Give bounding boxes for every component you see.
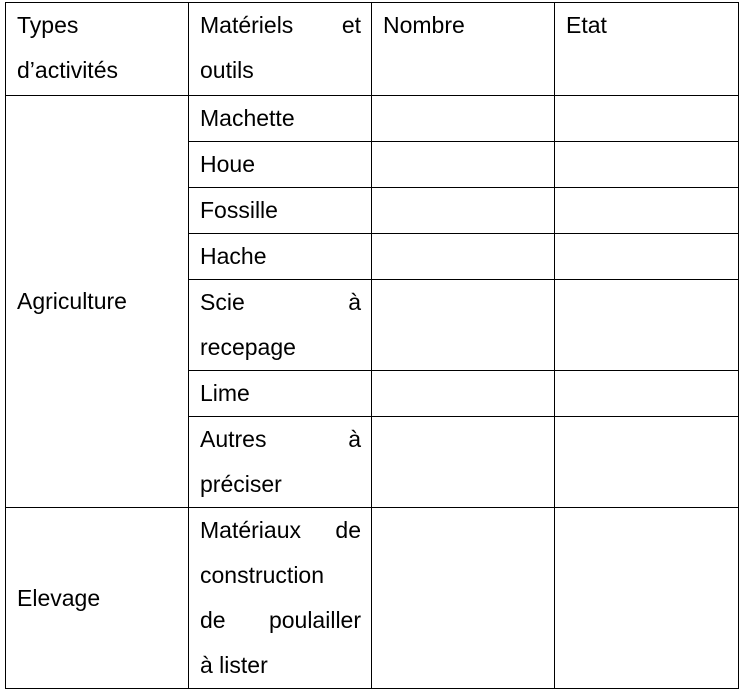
tool-line: à lister [200, 652, 268, 678]
tool-cell [189, 280, 372, 371]
count-cell [372, 508, 555, 689]
count-cell [372, 96, 555, 142]
state-cell [555, 508, 739, 689]
activity-agriculture: Agriculture [6, 96, 189, 508]
state-cell [555, 280, 739, 371]
tool-cell [189, 508, 372, 689]
state-cell [555, 142, 739, 188]
tool-cell: Machette [189, 96, 372, 142]
table-row [6, 508, 739, 689]
tool-cell: Houe [189, 142, 372, 188]
state-cell [555, 417, 739, 508]
header-state: Etat [555, 3, 739, 96]
activity-elevage: Elevage [6, 508, 189, 689]
count-cell [372, 280, 555, 371]
state-cell [555, 188, 739, 234]
header-materials: Matériels et outils [189, 3, 372, 96]
header-count: Nombre [372, 3, 555, 96]
tool-line: de poulailler [200, 607, 361, 633]
count-cell [372, 371, 555, 417]
tool-cell: Hache [189, 234, 372, 280]
tool-line: construction [200, 562, 325, 588]
count-cell [372, 142, 555, 188]
header-activity-type [6, 3, 189, 96]
tool-line: recepage [200, 334, 296, 360]
tool-line: Autres à [200, 426, 361, 452]
state-cell [555, 371, 739, 417]
header-row [6, 3, 739, 96]
tool-line: préciser [200, 471, 282, 497]
state-cell [555, 234, 739, 280]
table-row [6, 96, 739, 142]
tool-cell [189, 417, 372, 508]
count-cell [372, 417, 555, 508]
state-cell [555, 96, 739, 142]
tool-line: Matériaux de [200, 517, 361, 543]
count-cell [372, 234, 555, 280]
inventory-table [5, 2, 739, 689]
header-activity-type-text: Types d’activités [17, 12, 118, 83]
tool-cell: Fossille [189, 188, 372, 234]
tool-cell: Lime [189, 371, 372, 417]
tool-line: Scie à [200, 289, 361, 315]
count-cell [372, 188, 555, 234]
